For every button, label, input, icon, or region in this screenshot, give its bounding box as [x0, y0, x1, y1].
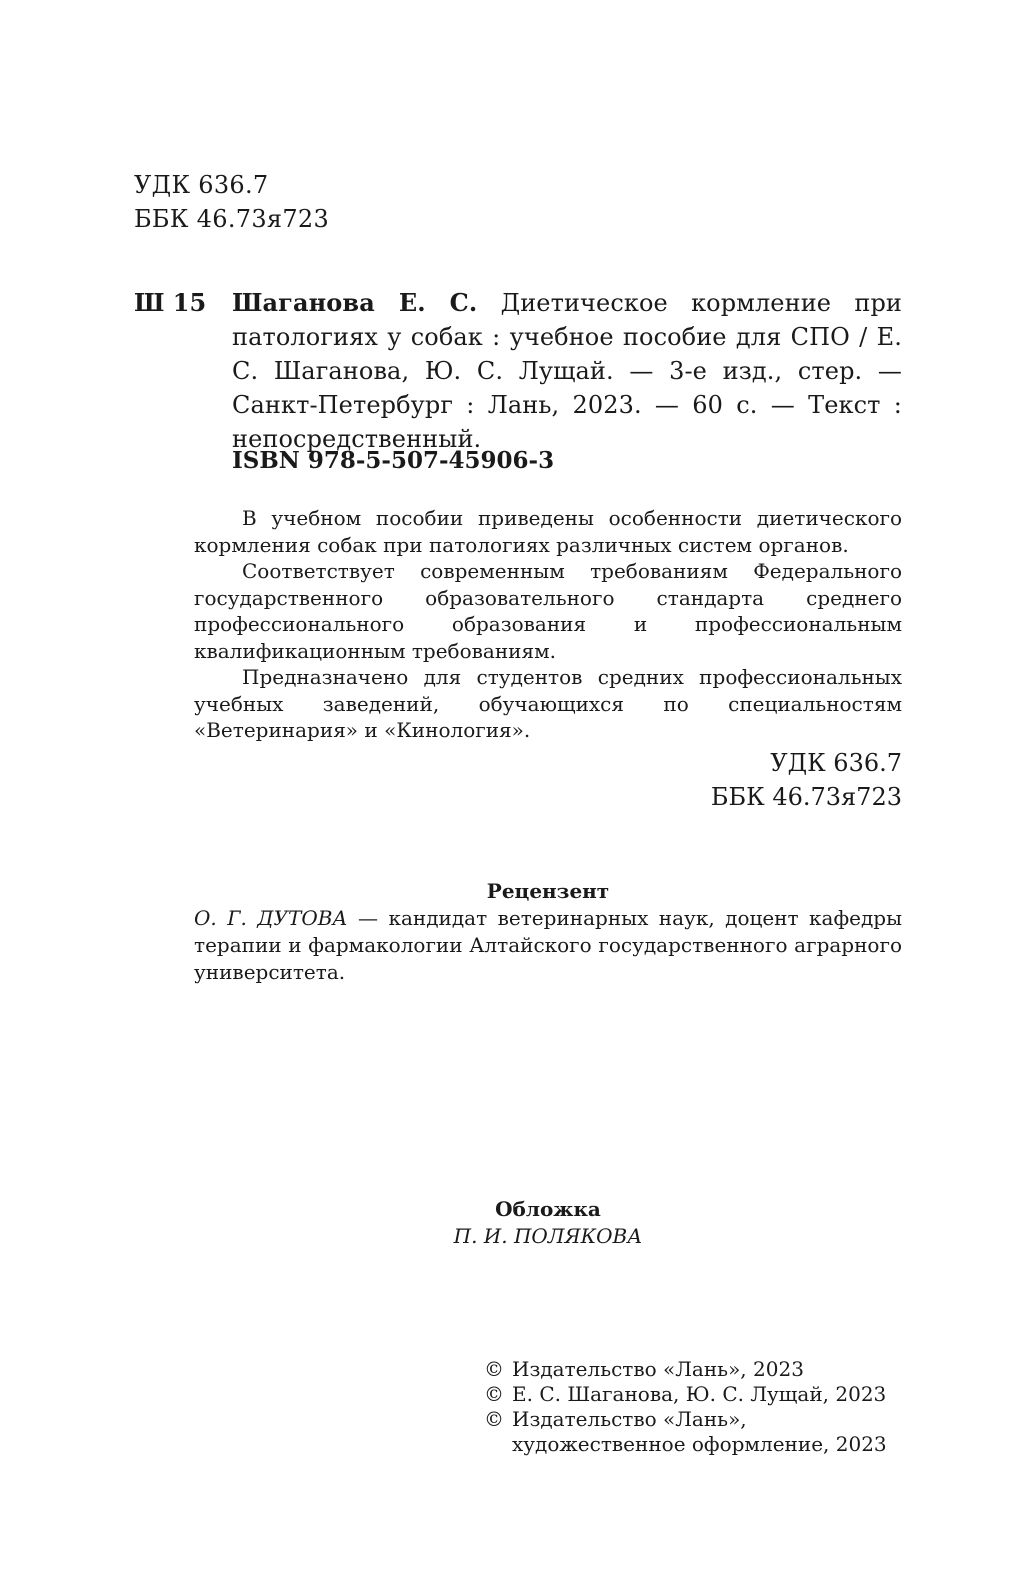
author-mark: Ш 15: [134, 288, 207, 317]
copyright-line: [484, 1407, 924, 1432]
classification-bottom: [500, 746, 902, 814]
copyright-holder: Издательство «Лань», 2023: [512, 1357, 804, 1381]
annotation: [194, 505, 902, 744]
description-text: Диетическое кормление при патологиях у собак : учебное пособие для СПО / Е. С. Шаганова, Ю. С. Лущай. — 3-е изд., стер. — Санкт-Петербург : Лань, 2023. — 60 с. — Текст : непосредственный.: [232, 289, 903, 453]
udk-code: УДК 636.7: [770, 749, 902, 777]
bbk-code: ББК 46.73я723: [710, 783, 902, 811]
copyright-icon: ©: [484, 1382, 504, 1406]
cover-credit: [194, 1196, 902, 1250]
annotation-paragraph: Соответствует современным требованиям Федерального государственного образовательного стандарта среднего профессионального образования и профессиональным квалификационным требованиям.: [194, 559, 902, 663]
copyright-line: [484, 1382, 924, 1407]
copyright-icon: ©: [484, 1357, 504, 1381]
classification-top: [134, 168, 329, 236]
annotation-paragraph: В учебном пособии приведены особенности диетического кормления собак при патологиях различных систем органов.: [194, 506, 902, 557]
cover-heading: Обложка: [495, 1197, 601, 1221]
bibliographic-description: [232, 286, 902, 456]
isbn: ISBN 978-5-507-45906-3: [232, 447, 555, 474]
author-name: Шаганова Е. С.: [232, 288, 478, 317]
copyright-notices: [484, 1357, 924, 1457]
copyright-icon: ©: [484, 1407, 504, 1431]
reviewer-heading: Рецензент: [486, 879, 610, 903]
copyright-continuation: художественное оформление, 2023: [512, 1432, 887, 1456]
reviewer-section: [194, 878, 902, 986]
reviewer-text: [194, 905, 902, 986]
copyright-holder: Е. С. Шаганова, Ю. С. Лущай, 2023: [512, 1382, 887, 1406]
bbk-code: ББК 46.73я723: [134, 205, 330, 233]
copyright-holder: Издательство «Лань»,: [512, 1407, 747, 1431]
reviewer-description: — кандидат ветеринарных наук, доцент кафедры терапии и фармакологии Алтайского государственного аграрного университета.: [194, 906, 902, 984]
udk-code: УДК 636.7: [134, 171, 269, 199]
annotation-paragraph: Предназначено для студентов средних профессиональных учебных заведений, обучающихся по специальностям «Ветеринария» и «Кинология».: [194, 665, 902, 742]
cover-artist: П. И. ПОЛЯКОВА: [453, 1224, 643, 1248]
reviewer-name: О. Г. ДУТОВА: [194, 906, 348, 930]
copyright-line: [484, 1357, 924, 1382]
